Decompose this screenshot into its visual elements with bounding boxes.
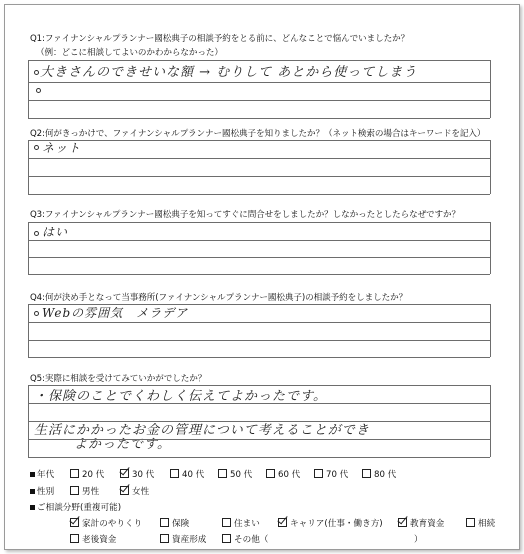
consult-option-household[interactable]: 家計のやりくり [70, 517, 142, 529]
q2-border-right [490, 140, 491, 194]
q1-border-right [490, 60, 491, 118]
q4-bullet [34, 311, 39, 316]
age-label: 年代 [30, 468, 54, 480]
q5-rule-5 [28, 457, 490, 458]
consult-option-asset-building[interactable]: 資産形成 [160, 533, 206, 545]
consult-option-career[interactable]: キャリア(仕事・働き方) [278, 517, 383, 529]
q5-rule-2 [28, 403, 490, 404]
q5-rule-3 [28, 421, 490, 422]
consult-option-housing[interactable]: 住まい [222, 517, 260, 529]
q4-border-left [28, 304, 29, 357]
q2-handwritten-answer: ネット [42, 141, 82, 155]
q5-border-left [28, 385, 29, 457]
q1-rule-2 [28, 82, 490, 83]
consult-label: ご相談分野(重複可能) [30, 501, 121, 513]
q4-rule-3 [28, 340, 490, 341]
age-option-30[interactable]: 30 代 [120, 468, 154, 480]
q1-rule-4 [28, 118, 490, 119]
age-option-70[interactable]: 70 代 [314, 468, 348, 480]
q3-rule-1 [28, 222, 490, 223]
q2-question: Q2:何がきっかけで、ファイナンシャルプランナー國松典子を知りましたか？（ネット検索の場合はキーワードを記入） [30, 129, 486, 139]
gender-option-male[interactable]: 男性 [70, 485, 99, 497]
gender-label: 性別 [30, 485, 54, 497]
q1-example: （例：どこに相談してよいのかわからなかった） [36, 48, 223, 58]
consult-option-inheritance[interactable]: 相続 [466, 517, 495, 529]
q1-question: Q1:ファイナンシャルプランナー國松典子の相談予約をとる前に、どんなことで悩んでいましたか？ [30, 34, 410, 44]
q2-rule-2 [28, 158, 490, 159]
q5-handwritten-line-1: ・保険のことでくわしく伝えてよかったです。 [34, 389, 327, 404]
q4-rule-4 [28, 357, 490, 358]
q3-rule-2 [28, 240, 490, 241]
q1-border-left [28, 60, 29, 118]
age-option-60[interactable]: 60 代 [266, 468, 300, 480]
gender-option-female[interactable]: 女性 [120, 485, 149, 497]
q2-border-left [28, 140, 29, 194]
q5-rule-4 [28, 439, 490, 440]
consult-option-insurance[interactable]: 保険 [160, 517, 189, 529]
q2-bullet [34, 145, 39, 150]
q5-border-right [490, 385, 491, 457]
q5-handwritten-line-3: よかったです。 [74, 437, 171, 452]
q3-handwritten-answer: はい [42, 225, 69, 239]
q3-rule-4 [28, 274, 490, 275]
q3-bullet [34, 231, 39, 236]
q4-handwritten-answer: Webの雰囲気 メラデア [42, 306, 189, 320]
q1-bullet [34, 70, 39, 75]
q2-rule-1 [28, 140, 490, 141]
consult-option-education[interactable]: 教育資金 [398, 517, 444, 529]
age-option-40[interactable]: 40 代 [170, 468, 204, 480]
q3-question: Q3:ファイナンシャルプランナー國松典子を知ってすぐに問合せをしましたか？しなかったとしたらなぜですか？ [30, 210, 461, 220]
q4-rule-2 [28, 322, 490, 323]
q5-handwritten-line-2: 生活にかかったお金の管理について考えることができ [34, 423, 370, 438]
q3-border-left [28, 222, 29, 274]
q4-border-right [490, 304, 491, 357]
q3-border-right [490, 222, 491, 274]
consult-option-other[interactable]: その他（ [222, 533, 268, 545]
q1-handwritten-answer: 大きさんのできせいな額 → むりして あとから使ってしまう [40, 65, 418, 80]
consult-other-close-paren: ） [414, 535, 423, 545]
q1-bullet-2 [36, 88, 41, 93]
q2-rule-4 [28, 194, 490, 195]
q4-question: Q4:何が決め手となって当事務所(ファイナンシャルプランナー國松典子)の相談予約をしましたか？ [30, 293, 408, 303]
q2-rule-3 [28, 176, 490, 177]
consult-option-retirement[interactable]: 老後資金 [70, 533, 116, 545]
age-option-80[interactable]: 80 代 [362, 468, 396, 480]
age-option-50[interactable]: 50 代 [218, 468, 252, 480]
age-option-20[interactable]: 20 代 [70, 468, 104, 480]
q1-rule-3 [28, 100, 490, 101]
q5-question: Q5:実際に相談を受けてみていかがでしたか？ [30, 374, 207, 384]
q3-rule-3 [28, 257, 490, 258]
